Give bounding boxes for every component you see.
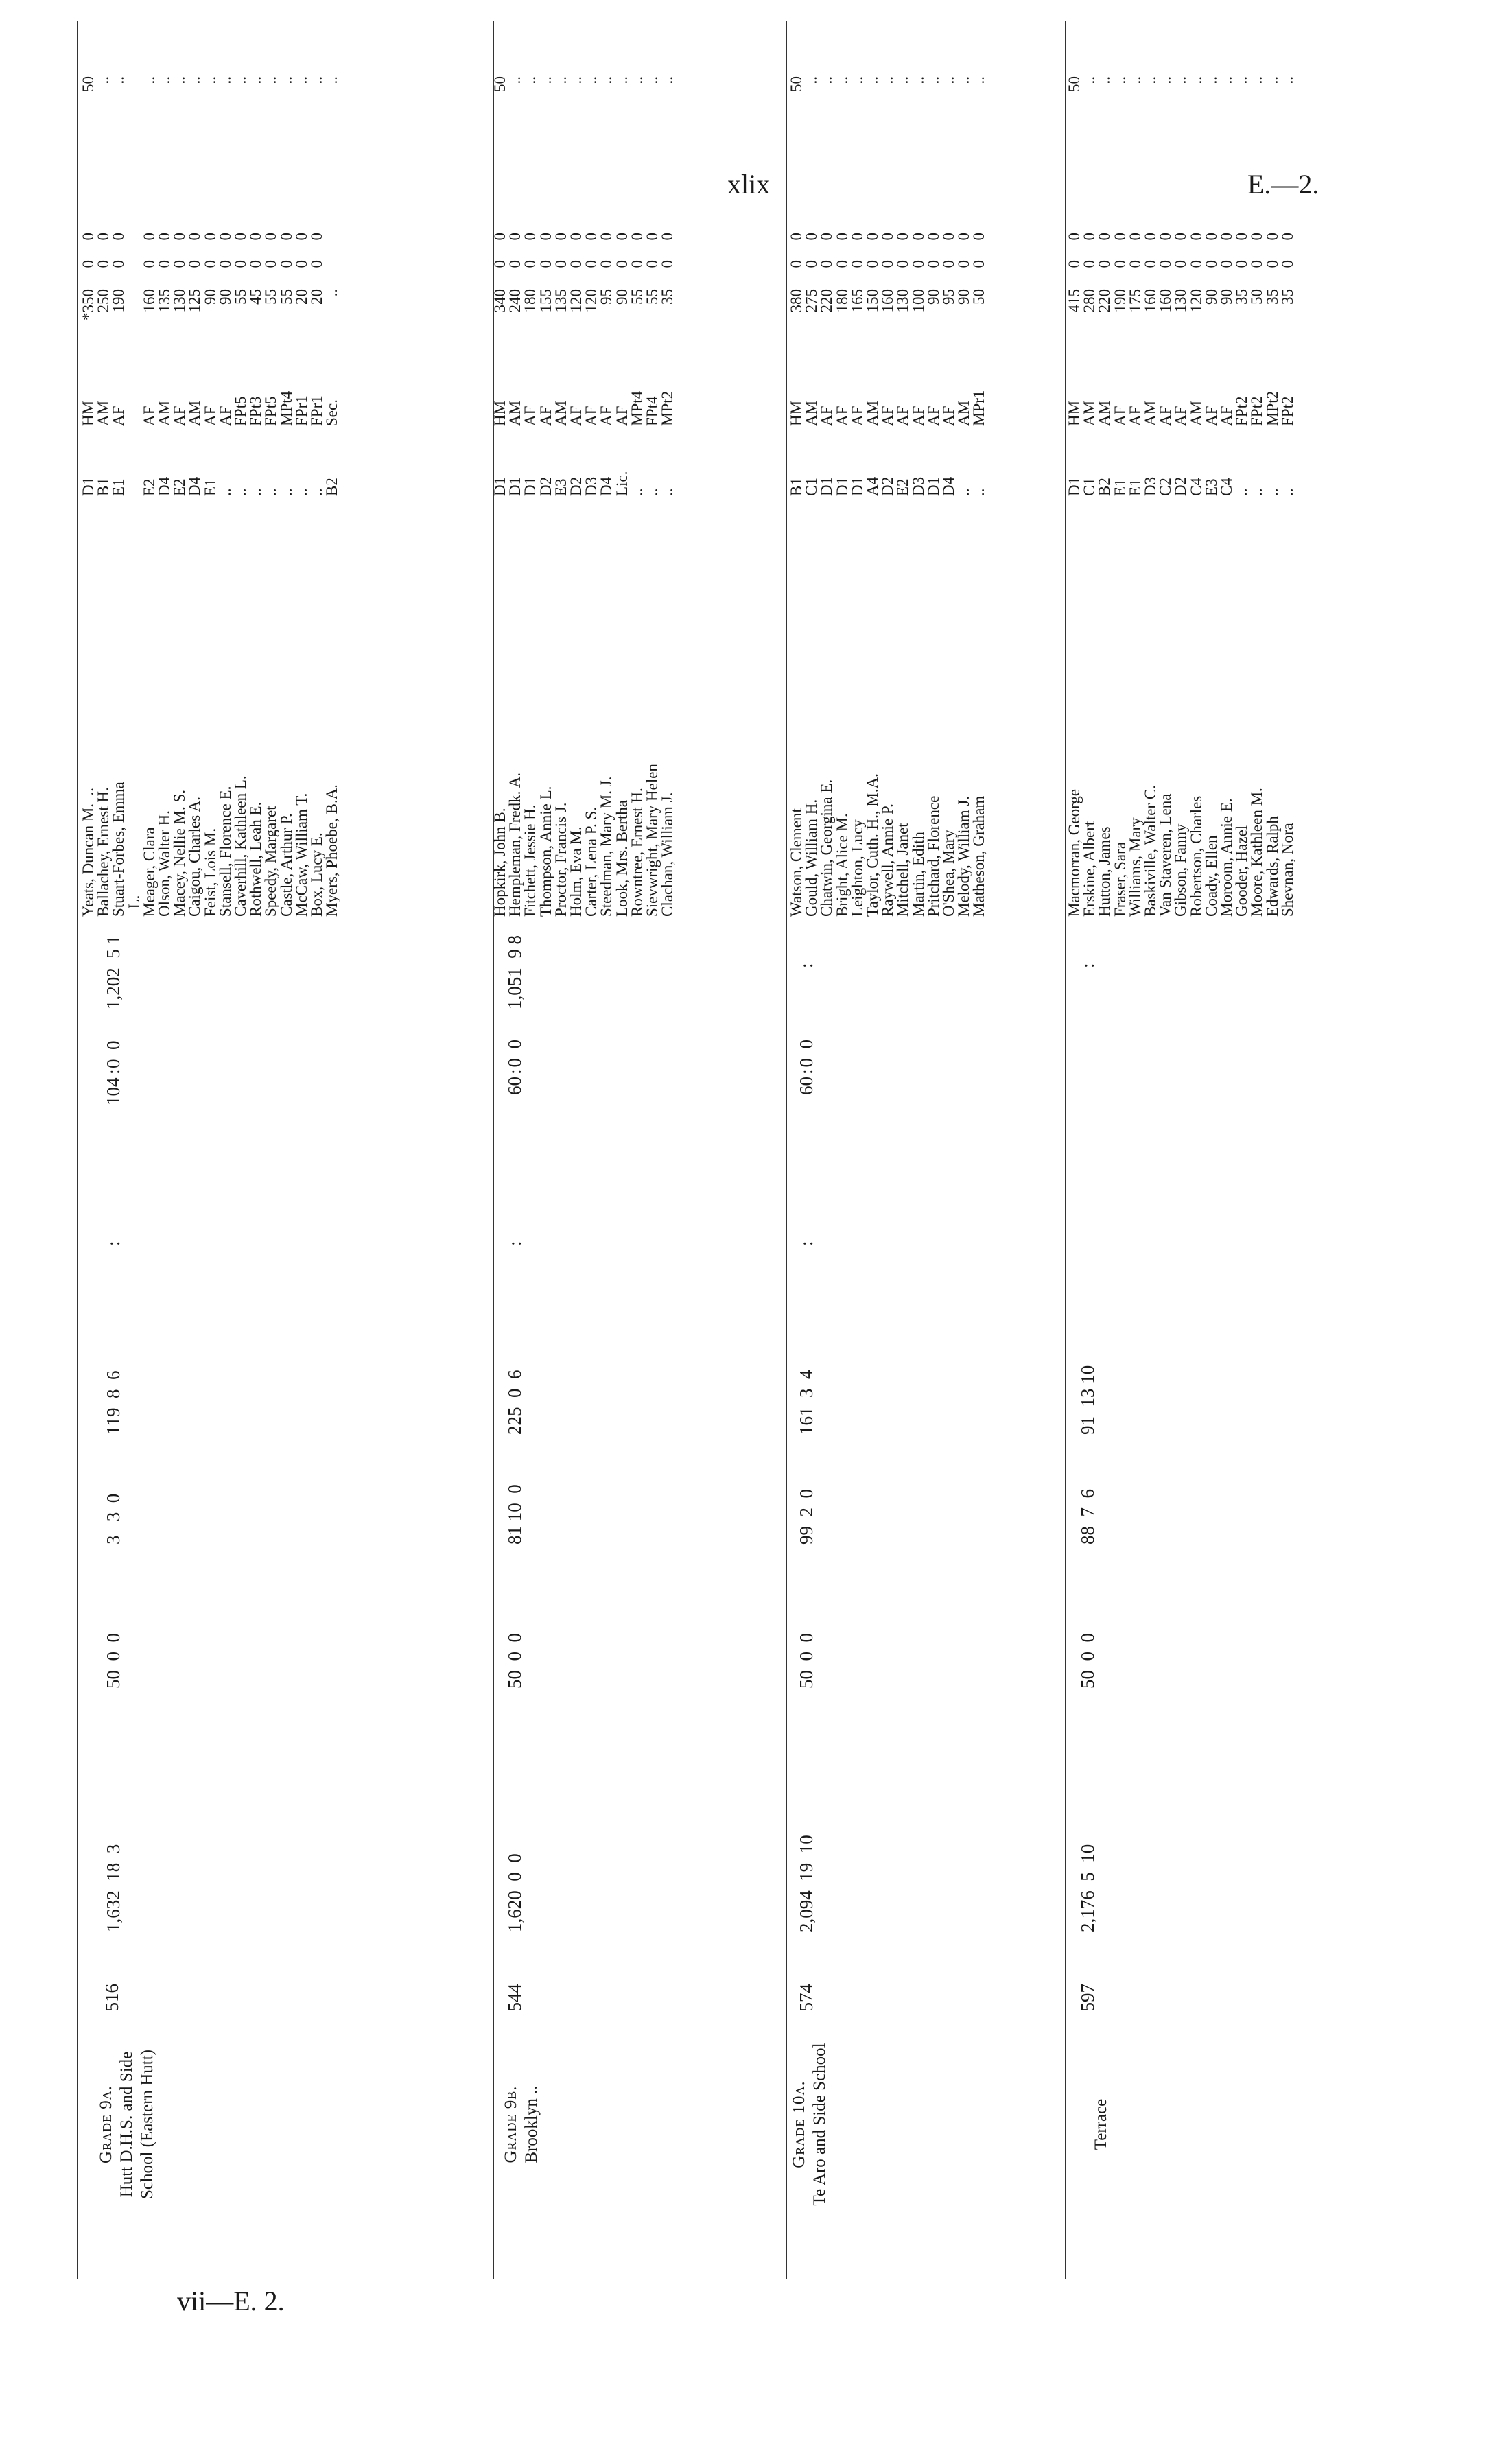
val: 8	[103, 1389, 124, 1398]
school-grade: Grade 9b.	[502, 2085, 520, 2163]
col-c3	[796, 1370, 817, 1435]
val: 225	[504, 1407, 525, 1435]
col-c2	[103, 1494, 124, 1545]
val: 5	[103, 949, 124, 959]
val: 0	[504, 1853, 525, 1863]
rule-school-1	[77, 21, 78, 2279]
staff-salary-zero: 0 0 0 0 0 0 0 0 0 0 0 0 0 0 0	[1066, 260, 1296, 268]
staff-allowances: 50 .. .. .. .. .. .. .. .. .. .. .. ..	[788, 76, 988, 92]
col-total	[504, 1853, 526, 1932]
staff-classes: D1 B1 E1 E2 D4 E2 D4 E1 .. .. .. .. .. .. .. B2	[80, 476, 341, 496]
rule-school-4	[1065, 21, 1066, 2279]
page-number: xlix	[727, 169, 771, 200]
col-c3	[1077, 1365, 1099, 1435]
staff-salaries: 415 280 220 190 175 160 160 130 120 90 90 35 50 35 35	[1066, 289, 1296, 313]
val: 1,202	[103, 967, 124, 1009]
col-c2	[1077, 1489, 1099, 1545]
val: 81	[504, 1526, 525, 1545]
val: 88	[1077, 1526, 1098, 1545]
school-roll: 544	[504, 1984, 525, 2012]
col-c7: :	[796, 963, 817, 968]
col-c3	[504, 1370, 526, 1435]
val: 60	[504, 1077, 525, 1095]
val: 99	[796, 1526, 817, 1545]
col-c4: :	[504, 1241, 525, 1246]
staff-salary-zero: 0 0 0 0 0 0 0 0 0 0 0 0 0	[788, 260, 988, 268]
val: 0	[504, 1388, 525, 1398]
staff-classes: D1 D1 D1 D2 E3 D2 D3 D4 Lic. .. .. ..	[491, 471, 677, 496]
val: 50	[103, 1670, 124, 1689]
school-roll: 574	[796, 1984, 817, 2012]
val: 91	[1077, 1416, 1098, 1435]
val: 0	[504, 1633, 525, 1643]
col-c4: :	[796, 1241, 817, 1246]
col-c7	[504, 935, 526, 1009]
col-c5: :	[103, 1069, 124, 1075]
page-ref: E.—2.	[1247, 169, 1319, 200]
school-grade: Grade 10a.	[790, 2080, 808, 2168]
val: 10	[504, 1503, 525, 1522]
col-c1	[504, 1633, 526, 1689]
staff-salary-zero: 0 0 0 0 0 0 0 0 0 0 0 0 0	[788, 233, 988, 241]
val: 0	[796, 1489, 817, 1499]
val: 0	[796, 1633, 817, 1643]
val: 3	[103, 1844, 124, 1854]
col-c2	[796, 1489, 817, 1545]
val: 6	[1077, 1489, 1098, 1499]
val: 0	[1077, 1652, 1098, 1661]
staff-salary-zero: 0 0 0 0 0 0 0 0 0 0 0 0 0 0 0	[1066, 233, 1296, 241]
val: 50	[796, 1670, 817, 1689]
school-name: Terrace	[1092, 2098, 1110, 2150]
val: 0	[1077, 1633, 1098, 1643]
val: 13	[1077, 1388, 1098, 1407]
col-c6	[796, 1040, 817, 1095]
col-total	[103, 1844, 124, 1932]
val: 104	[103, 1077, 124, 1105]
val: 0	[504, 1058, 525, 1068]
val: 1,051	[504, 967, 525, 1009]
col-c1	[1077, 1633, 1099, 1689]
val: 5	[1077, 1872, 1098, 1881]
val: 0	[103, 1059, 124, 1068]
val: 10	[1077, 1365, 1098, 1384]
val: 0	[796, 1040, 817, 1049]
col-c4: :	[103, 1241, 124, 1246]
col-total	[796, 1835, 817, 1932]
staff-salary-zero: 0 0 0 0 0 0 0 0 0 0 0 0 0 0 0	[80, 260, 326, 268]
school-roll: 516	[102, 1984, 122, 2012]
staff-positions: HM AM AF AF AM AF AF AF AF MPt4 FPt4 MPt2	[491, 390, 677, 426]
staff-allowances: 50 .. .. .. .. .. .. .. .. .. .. ..	[491, 76, 677, 92]
val: 2,176	[1077, 1890, 1098, 1932]
staff-allowances: 50 .. .. .. .. .. .. .. .. .. .. .. .. .. .. ..	[80, 76, 341, 92]
val: 0	[796, 1058, 817, 1068]
val: 3	[103, 1512, 124, 1522]
val: 3	[796, 1388, 817, 1398]
val: 0	[504, 1040, 525, 1049]
col-c6	[504, 1040, 526, 1095]
school-grade: Grade 9a.	[97, 2085, 115, 2164]
school-name: Hutt D.H.S. and Side School (Eastern Hutt)	[117, 2050, 156, 2200]
col-c3	[103, 1371, 124, 1435]
staff-salary-zero: 0 0 0 0 0 0 0 0 0 0 0 0	[491, 233, 677, 241]
staff-names: Watson, Clement Gould, William H. Chatwin, Georgina E. Bright, Alice M. Leighton, Lucy Taylor, Cuth. H., M.A. Raywell, Annie P. Mitchell, Janet Martin, Edith Pritchard, Florence O'Shea, Mary Melody, William J. Matheson, Graham	[788, 773, 988, 917]
val: 3	[103, 1535, 124, 1545]
col-c2	[504, 1484, 526, 1545]
val: 4	[796, 1370, 817, 1379]
val: 1,620	[504, 1890, 525, 1932]
val: 1,632	[103, 1890, 124, 1932]
val: 2,094	[796, 1890, 817, 1932]
school-roll: 597	[1077, 1984, 1098, 2012]
val: 6	[103, 1370, 124, 1380]
staff-positions: HM AM AF AF AF AM AF AF AF AF AF AM MPr1	[788, 390, 988, 426]
val: 10	[1077, 1844, 1098, 1863]
val: 19	[796, 1862, 817, 1881]
col-c6	[103, 1041, 124, 1106]
val: 0	[103, 1493, 124, 1503]
staff-salaries: 340 240 180 155 135 120 120 95 90 55 55 35	[491, 289, 677, 313]
school-name: Brooklyn ..	[522, 2085, 541, 2163]
val: 10	[796, 1835, 817, 1854]
val: 9	[504, 949, 525, 959]
staff-classes: D1 C1 B2 E1 E1 D3 C2 D2 C4 E3 C4 .. .. .. ..	[1066, 476, 1296, 496]
rule-school-3	[786, 21, 787, 2279]
staff-salary-zero: 0 0 0 0 0 0 0 0 0 0 0 0	[491, 260, 677, 268]
staff-salaries: 380 275 220 180 165 150 160 130 100 90 95 90 50	[788, 289, 988, 313]
val: 1	[103, 935, 124, 945]
staff-names: Macmorran, George Erskine, Albert Hutton, James Fraser, Sara Williams, Mary Baskiville, Walter C. Van Staveren, Lena Gibson, Fanny Robertson, Charles Coady, Ellen Moroom, Annie E. Gooder, Hazel Moore, Kathleen M. Edwards, Ralph Shevnan, Nora	[1066, 785, 1296, 917]
staff-names: Hopkirk, John B. Hempleman, Fredk. A. Fitchett, Jessie H. Thompson, Annie L. Proctor, Francis J. Holm, Eva M. Carter, Lena P. S. Steedman, Mary M. J. Look, Mrs. Bertha Rowntree, Ernest H. Sievwright, Mary Helen Clachan, William J.	[491, 764, 677, 917]
staff-salary-zero: 0 0 0 0 0 0 0 0 0 0 0 0 0 0 0	[80, 233, 326, 241]
val: 0	[796, 1652, 817, 1661]
col-c1	[796, 1633, 817, 1689]
staff-positions: HM AM AF AF AM AF AM AF AF FPt5 FPt3 FPt5 MPt4 FPr1 FPr1 Sec.	[80, 390, 341, 426]
val: 50	[504, 1670, 525, 1689]
staff-positions: HM AM AM AF AF AM AF AF AM AF AF FPt2 FPt2 MPt2 FPt2	[1066, 390, 1296, 426]
staff-salaries: *350 250 190 160 135 130 125 90 90 55 45 55 55 20 20 ..	[80, 289, 341, 320]
staff-allowances: 50 .. .. .. .. .. .. .. .. .. .. .. .. .. ..	[1066, 76, 1296, 92]
col-c5: :	[796, 1069, 817, 1075]
val: 8	[504, 935, 525, 945]
col-c7: :	[1077, 963, 1098, 968]
val: 50	[1077, 1670, 1098, 1689]
col-c5: :	[504, 1069, 525, 1075]
school-name: Te Aro and Side School	[810, 2043, 829, 2206]
val: 0	[103, 1633, 124, 1643]
col-c1	[103, 1633, 124, 1689]
val: 6	[504, 1370, 525, 1379]
val: 0	[504, 1872, 525, 1881]
col-c7	[103, 935, 124, 1009]
val: 18	[103, 1862, 124, 1881]
page-footer: vii—E. 2.	[177, 2286, 285, 2316]
staff-names: Yeats, Duncan M. .. Ballachey, Ernest H. Stuart-Forbes, Emma L. Meager, Clara Olson, Walter H. Macey, Nellie M. S. Caigou, Charles A. Feist, Lois M. Stansell, Florence E. Caverhill, Kathleen L. Rothwell, Leah E. Speedy, Margaret Castle, Arthur P. McCaw, William T. Box, Lucy E. Myers, Phoebe, B.A.	[80, 775, 341, 917]
col-total	[1077, 1844, 1099, 1932]
val: 119	[103, 1407, 124, 1435]
val: 0	[103, 1040, 124, 1050]
val: 161	[796, 1407, 817, 1435]
staff-classes: B1 C1 D1 D1 D1 A4 D2 E2 D3 D1 D4 .. ..	[788, 476, 988, 496]
val: 0	[504, 1652, 525, 1661]
val: 2	[796, 1507, 817, 1517]
val: 7	[1077, 1507, 1098, 1517]
val: 60	[796, 1077, 817, 1095]
val: 0	[103, 1652, 124, 1661]
val: 0	[504, 1484, 525, 1494]
